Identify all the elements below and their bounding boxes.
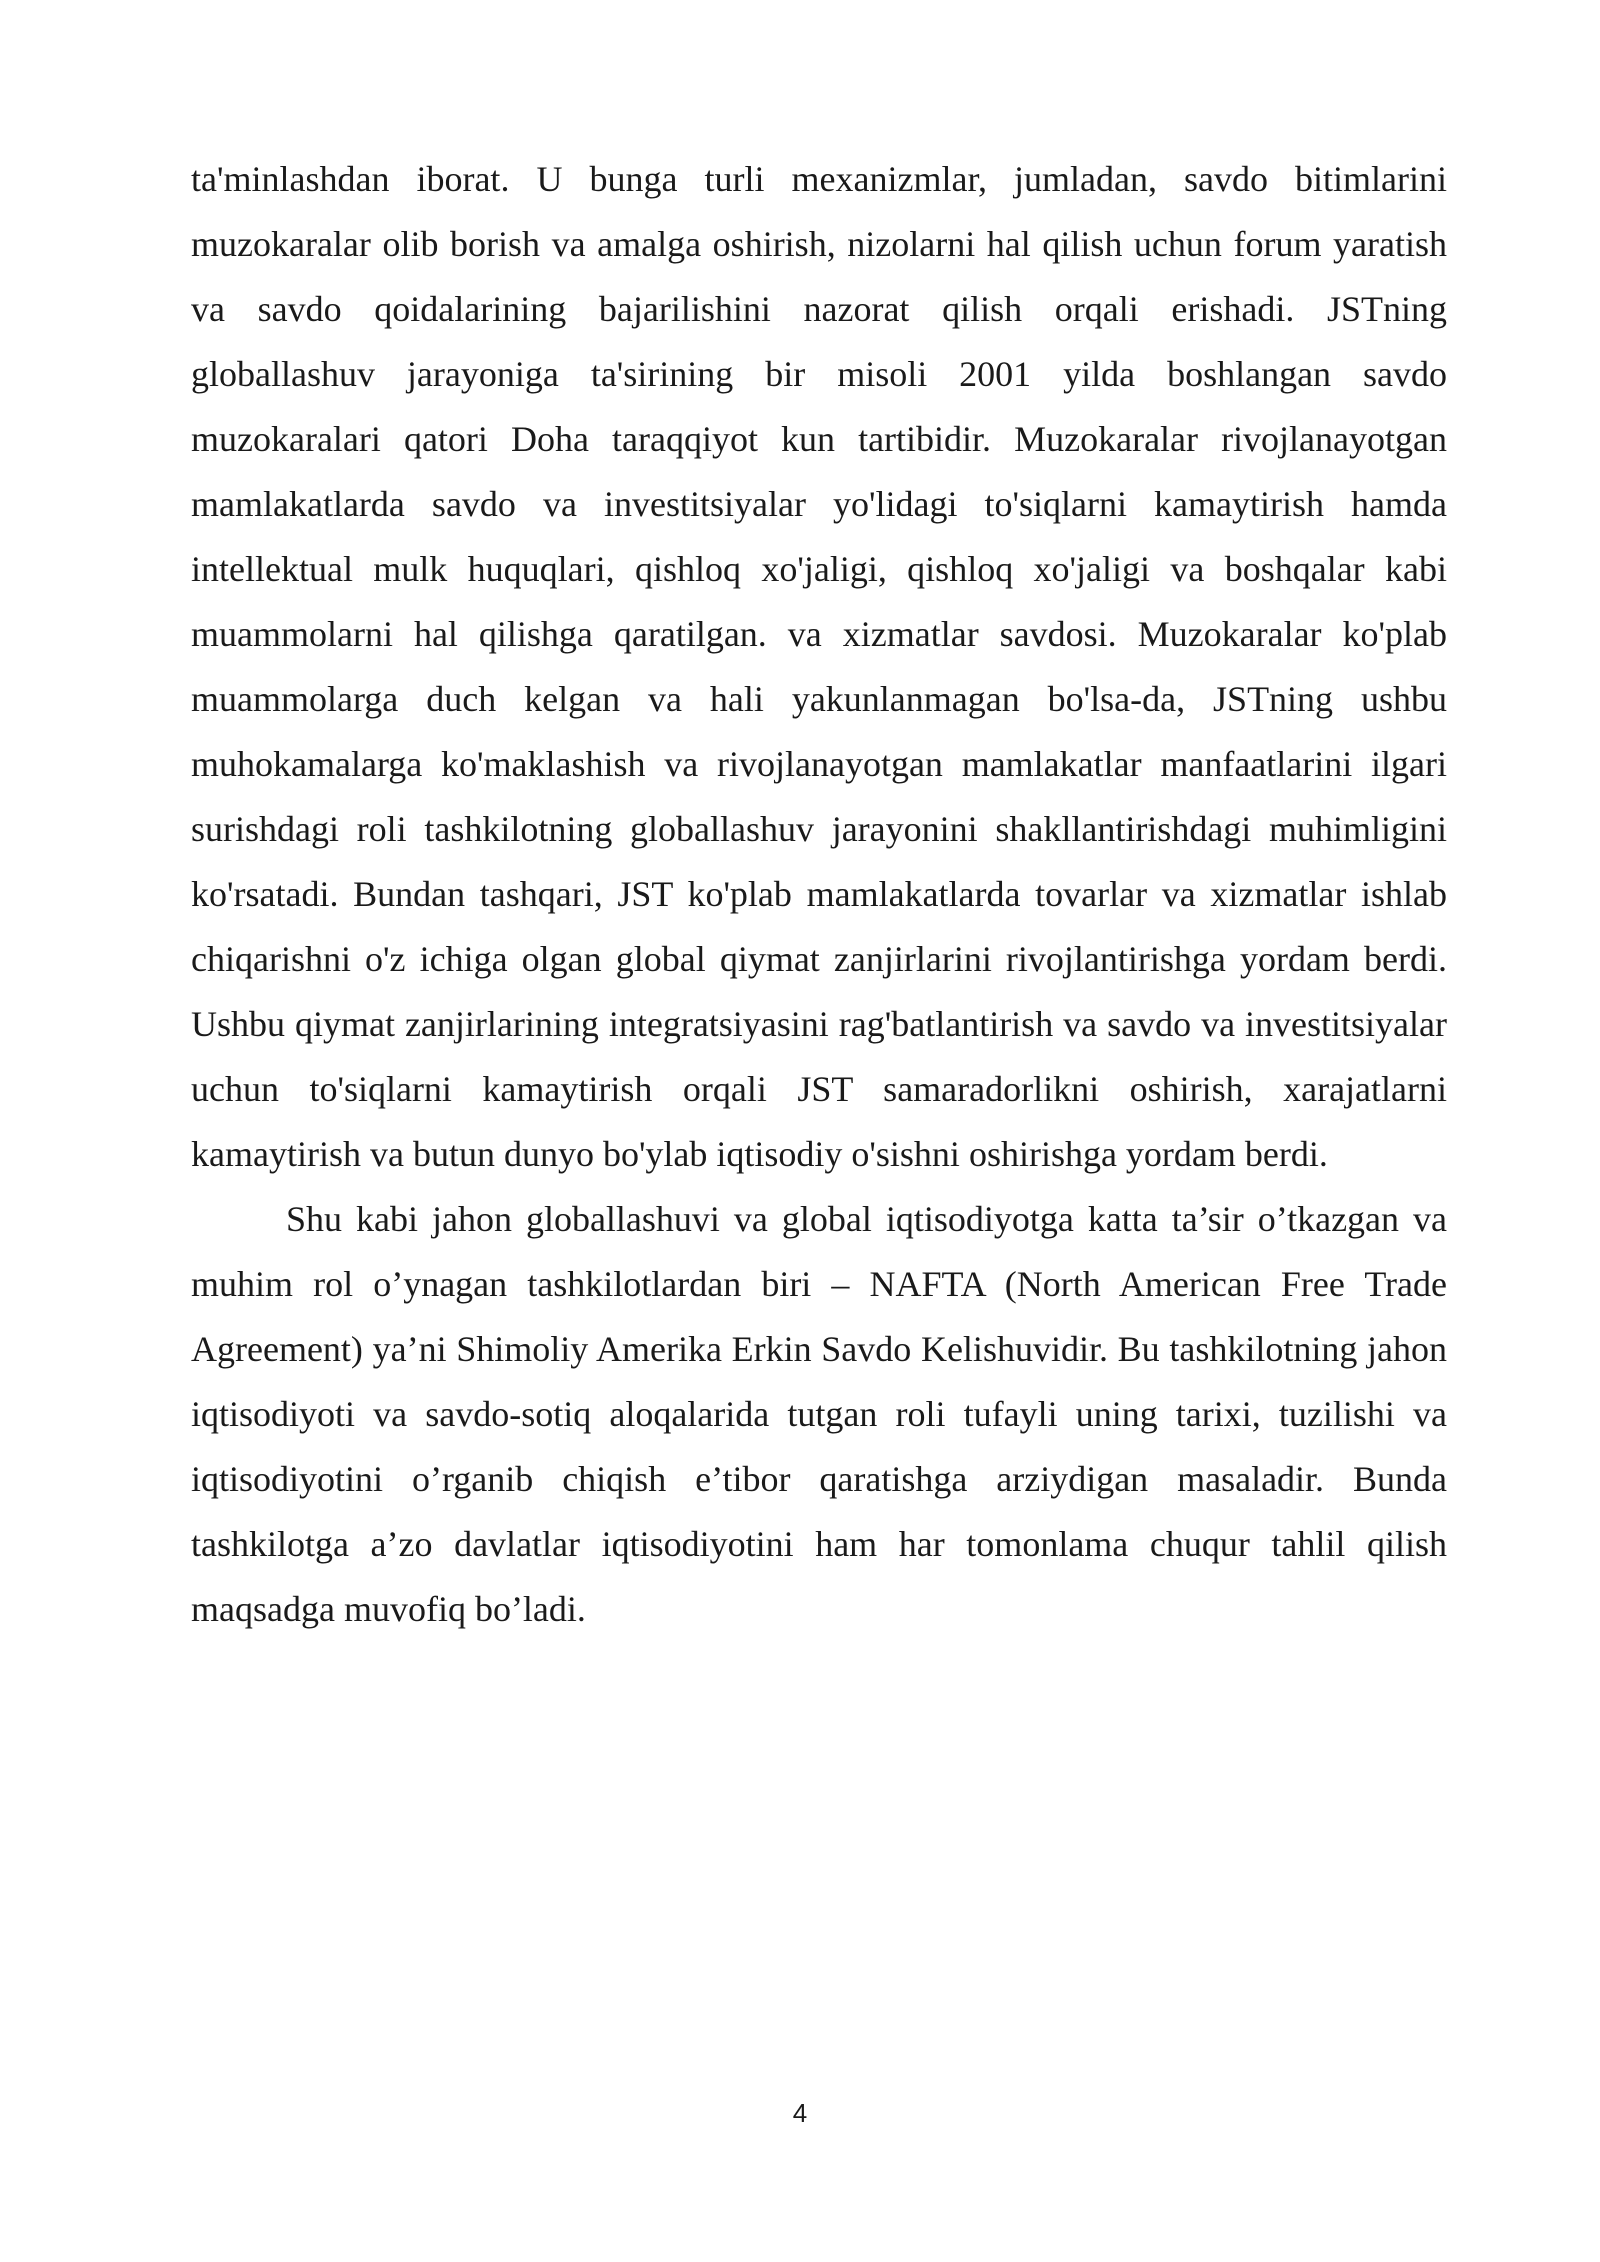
document-body <box>191 147 1447 1642</box>
paragraph-wto-globalization: ta'minlashdan iborat. U bunga turli mexanizmlar, jumladan, savdo bitimlarini muzokaralar olib borish va amalga oshirish, nizolarni hal qilish uchun forum yaratish va savdo qoidalarining bajarilishini nazorat qilish orqali erishadi. JSTning globallashuv jarayoniga ta'sirining bir misoli 2001 yilda boshlangan savdo muzokaralari qatori Doha taraqqiyot kun tartibidir. Muzokaralar rivojlanayotgan mamlakatlarda savdo va investitsiyalar yo'lidagi to'siqlarni kamaytirish hamda intellektual mulk huquqlari, qishloq xo'jaligi, qishloq xo'jaligi va boshqalar kabi muammolarni hal qilishga qaratilgan. va xizmatlar savdosi. Muzokaralar ko'plab muammolarga duch kelgan va hali yakunlanmagan bo'lsa-da, JSTning ushbu muhokamalarga ko'maklashish va rivojlanayotgan mamlakatlar manfaatlarini ilgari surishdagi roli tashkilotning globallashuv jarayonini shakllantirishdagi muhimligini ko'rsatadi. Bundan tashqari, JST ko'plab mamlakatlarda tovarlar va xizmatlar ishlab chiqarishni o'z ichiga olgan global qiymat zanjirlarini rivojlantirishga yordam berdi. Ushbu qiymat zanjirlarining integratsiyasini rag'batlantirish va savdo va investitsiyalar uchun to'siqlarni kamaytirish orqali JST samaradorlikni oshirish, xarajatlarni kamaytirish va butun dunyo bo'ylab iqtisodiy o'sishni oshirishga yordam berdi. <box>191 159 1447 1174</box>
paragraph-nafta: Shu kabi jahon globallashuvi va global iqtisodiyotga katta ta’sir o’tkazgan va muhim rol o’ynagan tashkilotlardan biri – NAFTA (North American Free Trade Agreement) ya’ni Shimoliy Amerika Erkin Savdo Kelishuvidir. Bu tashkilotning jahon iqtisodiyoti va savdo-sotiq aloqalarida tutgan roli tufayli uning tarixi, tuzilishi va iqtisodiyotini o’rganib chiqish e’tibor qaratishga arziydigan masaladir. Bunda tashkilotga a’zo davlatlar iqtisodiyotini ham har tomonlama chuqur tahlil qilish maqsadga muvofiq bo’ladi. <box>191 1199 1447 1629</box>
page-number: 4 <box>792 2098 808 2128</box>
